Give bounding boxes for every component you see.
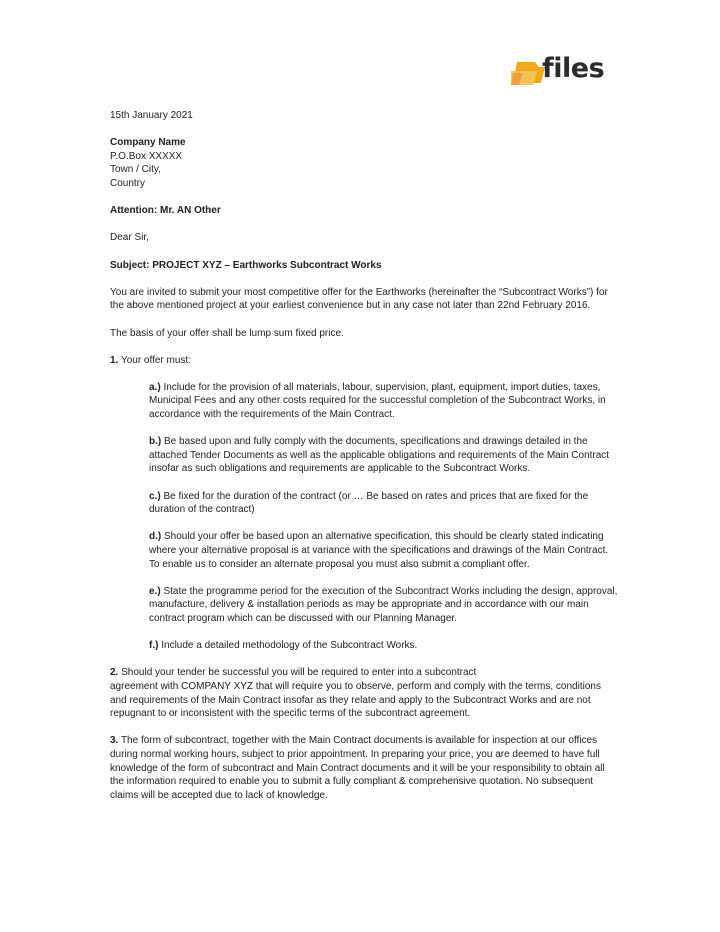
item-label: a.) (149, 381, 161, 393)
section-number: 2. (110, 667, 119, 679)
letter-body (110, 109, 620, 802)
section-1-heading (110, 354, 620, 368)
list-item (149, 381, 620, 422)
list-item (149, 435, 620, 476)
section-text: Your offer must: (118, 354, 191, 366)
section-text: agreement with COMPANY XYZ that will require you to observe, perform and comply with the terms, conditions and requirements of the Main Contract insofar as they relate and apply to the Subcontract Works and are not repugnant to or inconsistent with the specific terms of the subcontract agreement. (110, 680, 601, 720)
section-3 (110, 734, 620, 802)
list-item (149, 639, 620, 653)
recipient-address (110, 136, 620, 190)
item-label: b.) (149, 436, 162, 448)
section-text: Should your tender be successful you will be required to enter into a subcontract (118, 667, 477, 679)
item-label: f.) (149, 640, 159, 652)
item-text: Be fixed for the duration of the contract (or … Be based on rates and prices that are fixed for the duration of the contract) (149, 490, 589, 516)
item-text: State the programme period for the execution of the Subcontract Works including the design, approval, manufacture, delivery & installation periods as may be appropriate and in accordance with our main contract program which can be discussed with our Planning Manager. (149, 585, 618, 624)
salutation: Dear Sir, (110, 232, 149, 244)
item-label: e.) (149, 585, 161, 597)
list-item (149, 490, 620, 517)
basis-paragraph: The basis of your offer shall be lump sum fixed price. (110, 327, 344, 339)
section-number: 3. (110, 735, 119, 747)
logo-wordmark: files (542, 53, 605, 84)
attention-line: Attention: Mr. AN Other (110, 205, 221, 217)
section-text: The form of subcontract, together with the Main Contract documents is available for inspection at our offices during normal working hours, subject to prior appointment. In preparing your price, you are deemed to have full knowledge of the form of subcontract and Main Contract documents and it will be your responsibility to obtain all the information required to enable you to submit a fully compliant & comprehensive quotation. No subsequent claims will be accepted due to lack of knowledge. (110, 735, 605, 801)
address-line: P.O.Box XXXXX (110, 150, 183, 162)
item-label: d.) (149, 531, 162, 543)
item-text: Include a detailed methodology of the Subcontract Works. (158, 640, 418, 652)
requirements-list (149, 381, 620, 653)
address-line: Country (110, 177, 146, 189)
item-text: Should your offer be based upon an alternative specification, this should be clearly stated indicating where your alternative proposal is at variance with the specifications and drawings of the Main Contract. To enable us to consider an alternate proposal you must also submit a compliant offer. (149, 531, 609, 570)
section-2 (110, 666, 620, 720)
subject-line: Subject: PROJECT XYZ – Earthworks Subcontract Works (110, 259, 382, 271)
files-logo (511, 55, 621, 87)
item-text: Include for the provision of all materials, labour, supervision, plant, equipment, import duties, taxes, Municipal Fees and any other costs required for the successful completion of the Subcontract Works, in accordance with the requirements of the Main Contract. (149, 381, 606, 421)
letter-date: 15th January 2021 (110, 110, 193, 121)
list-item (149, 530, 620, 571)
address-line: Town / City, (110, 164, 161, 176)
section-number: 1. (110, 354, 119, 366)
item-text: Be based upon and fully comply with the documents, specifications and drawings detailed in the attached Tender Documents as well as the applicable obligations and requirements of the Main Contract insofar as such obligations and requirements are applicable to the Subcontract Works. (149, 436, 610, 475)
item-label: c.) (149, 490, 161, 502)
intro-paragraph: You are invited to submit your most competitive offer for the Earthworks (hereinafter the “Subcontract Works”) for the above mentioned project at your earliest convenience but in any case not later than 22nd February 2016. (110, 286, 608, 312)
list-item (149, 585, 620, 626)
recipient-name: Company Name (110, 137, 186, 149)
